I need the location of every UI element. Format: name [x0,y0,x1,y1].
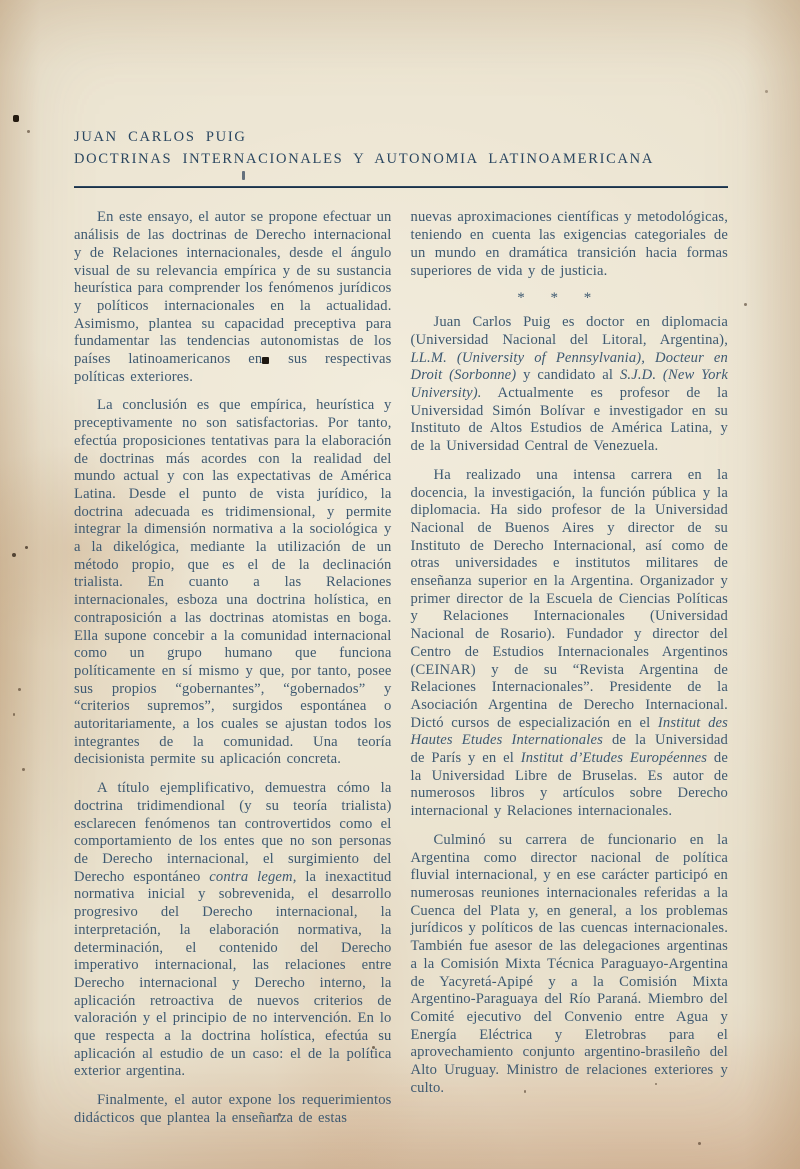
ink-speck [698,1142,701,1145]
abstract-paragraph: A título ejemplificativo, demuestra cómo la doctrina tridimendional (y su teoría trialista) esclarecen fenómenos tan controvertidos como el comportamiento de los entes que no son personas de Derecho internacional, el surgimiento del Derecho espontáneo contra legem, la inexactitud normativa inicial y sobrevenida, el desarrollo progresivo del Derecho internacional, la interpretación, la elaboración normativa, la determinación, el contenido del Derecho imperativo internacional, las relaciones entre Derecho internacional y Derecho interno, la aplicación retroactiva de nuevos criterios de valoración y el principio de no intervención. En lo que respecta a la doctrina holística, efectúa su aplicación al estudio de un caso: el de la política exterior argentina. [74,780,392,1080]
article-header [74,126,728,188]
bio-paragraph: Culminó su carrera de funcionario en la Argentina como director nacional de política fluvial internacional, y en ese carácter participó en numerosas reuniones internacionales referidas a la Cuenca del Plata y, en general, a los problemas jurídicos y políticos de las cuencas internacionales. También fue asesor de las delegaciones argentinas a la Comisión Mixta Técnica Paraguayo-Argentina de Yacyretá-Apipé y a la Comisión Mixta Argentino-Paraguaya del Río Paraná. Miembro del Comité ejecutivo del Convenio entre Agua y Energía Eléctrica y Eletrobras para el aprovechamiento conjunto argentino-brasileño del Alto Uruguay. Ministro de relaciones exteriores y culto. [410,831,728,1096]
bio-paragraph: Ha realizado una intensa carrera en la docencia, la investigación, la función pública y la diplomacia. Ha sido profesor de la Universidad Nacional de Buenos Aires y director de su Instituto de Derecho Internacional, así como de otras universidades e institutos militares de enseñanza superior en la Argentina. Organizador y primer director de la Escuela de Ciencias Políticas y Relaciones Internacionales (Universidad Nacional de Rosario). Fundador y director del Centro de Estudios Internacionales Argentinos (CEINAR) y de su “Revista Argentina de Relaciones Internacionales”. Presidente de la Asociación Argentina de Derecho Internacional. Dictó cursos de especialización en el Institut des Hautes Etudes Internationales de la Universidad de París y en el Institut d’Etudes Européennes de la Universidad Libre de Bruselas. Es autor de numerosos libros y artículos sobre Derecho internacional y Relaciones internacionales. [410,466,728,820]
asterisk-separator: * * * [517,290,592,307]
abstract-paragraph: La conclusión es que empírica, heurística y preceptivamente no son satisfactorias. Por tanto, efectúa proposiciones tentativas para la elaboración de doctrinas más acordes con la realidad del mundo actual y con las expectativas de América Latina. Desde el punto de vista jurídico, la doctrina adecuada es tridimensional, y permite integrar la dimensión normativa a la sociológica y a la dikelógica, mediante la utilización de un método propio, que es el de la declinación trialista. En cuanto a las Relaciones internacionales, esboza una doctrina holística, en contraposición a las doctrinas atomistas en boga. Ella supone concebir a la comunidad internacional como un grupo humano que funciona políticamente en sí mismo y que, por tanto, posee sus propios “gobernantes”, “gobernados” y “criterios supremos”, surgidos espontánea o autoritariamente, a los cuales se ajustan todos los integrantes de la comunidad. Una teoría decisionista permite su aplicación concreta. [74,397,392,768]
bio-paragraph: Juan Carlos Puig es doctor en diplomacia (Universidad Nacional del Litoral, Argentina), LL.M. (University of Pennsylvania), Docteur en Droit (Sorbonne) y candidato al S.J.D. (New York University). Actualmente es profesor de la Universidad Simón Bolívar e investigador en su Instituto de Altos Estudios de América Latina, y de la Universidad Central de Venezuela. [410,314,728,455]
ink-blot [262,357,269,364]
author-name: JUAN CARLOS PUIG [74,129,247,145]
left-column [74,209,392,1127]
right-column [411,209,729,1127]
title-rule [74,186,728,188]
abstract-paragraph: En este ensayo, el autor se propone efectuar un análisis de las doctrinas de Derecho internacional y de Relaciones internacionales, desde el ángulo visual de su relevancia empírica y de su sustancia heurística para comprender los fenómenos jurídicos y políticos internacionales en la actualidad. Asimismo, plantea su capacidad preceptiva para fundamentar las tendencias autonomistas de los países latinoamericanos en sus respectivas políticas exteriores. [74,209,392,385]
two-column-text [74,209,728,1127]
abstract-paragraph-continuation: nuevas aproximaciones científicas y metodológicas, teniendo en cuenta las exigencias categoriales de un mundo en dramática transición hacia formas superiores de vida y de justicia. [410,209,728,279]
abstract-paragraph: Finalmente, el autor expone los requerimientos didácticos que plantea la enseñanza de estas [74,1092,392,1126]
article-title: DOCTRINAS INTERNACIONALES Y AUTONOMIA LATINOAMERICANA [74,151,654,167]
